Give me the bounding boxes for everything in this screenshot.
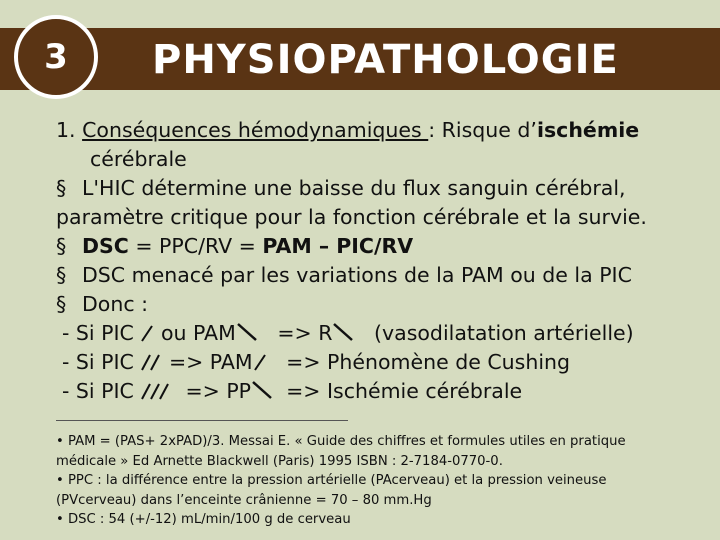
case-3-pp: => PP — [185, 379, 252, 403]
case-2-pam: => PAM — [168, 350, 253, 374]
bullet-icon: § — [56, 234, 67, 258]
footnote-line: (PVcerveau) dans l’enceinte crânienne = 70 – 80 mm.Hg — [56, 492, 432, 508]
bullet-3 — [56, 261, 716, 290]
case-3-pic: - Si PIC — [62, 379, 134, 403]
bullet-2 — [56, 232, 716, 261]
case-1-effect: (vasodilatation artérielle) — [374, 321, 634, 345]
slide-number-badge — [14, 15, 98, 99]
bullet-icon: § — [56, 263, 67, 287]
item-1-number: 1. — [56, 118, 76, 142]
bullet-1-line-2: paramètre critique pour la fonction cérébrale et la survie. — [56, 205, 647, 229]
bullet-3-text: DSC menacé par les variations de la PAM ou de la PIC — [82, 263, 632, 287]
arrow-down-icon — [236, 322, 258, 342]
item-1 — [56, 116, 716, 145]
bullet-icon: § — [56, 176, 67, 200]
case-3-effect: => Ischémie cérébrale — [286, 379, 523, 403]
bullet-4 — [56, 290, 716, 319]
bullet-1 — [56, 174, 716, 203]
case-1-pic: - Si PIC — [62, 321, 134, 345]
slide-title: PHYSIOPATHOLOGIE — [152, 37, 619, 83]
item-1-bold: ischémie — [536, 118, 640, 142]
triple-arrow-up-icon — [140, 382, 172, 400]
item-1-colon: : Risque d’ — [428, 118, 537, 142]
footnote-line: • PPC : la différence entre la pression artérielle (PAcerveau) et la pression veineuse — [56, 473, 607, 488]
case-1 — [56, 319, 716, 348]
double-arrow-up-icon — [140, 353, 162, 371]
footnote-line: • PAM = (PAS+ 2xPAD)/3. Messai E. « Guide des chiffres et formules utiles en pratique — [56, 434, 626, 449]
item-1-heading: Conséquences hémodynamiques — [82, 118, 429, 142]
bullet-1-line-1: L'HIC détermine une baisse du flux sanguin cérébral, — [82, 176, 626, 200]
footnotes — [56, 432, 706, 530]
case-1-r: => R — [277, 321, 333, 345]
bullet-2-pam-pic: PAM – PIC/RV — [262, 234, 414, 258]
item-1-continuation: cérébrale — [90, 147, 187, 171]
bullet-icon: § — [56, 292, 67, 316]
bullet-4-text: Donc : — [82, 292, 149, 316]
footnote-divider — [56, 420, 348, 421]
case-3 — [56, 377, 716, 406]
case-2-effect: => Phénomène de Cushing — [286, 350, 571, 374]
case-1-pam: ou PAM — [160, 321, 236, 345]
footnote-line: • DSC : 54 (+/-12) mL/min/100 g de cerveau — [56, 512, 351, 527]
case-2 — [56, 348, 716, 377]
bullet-2-formula: = PPC/RV = — [128, 234, 263, 258]
arrow-down-icon — [332, 322, 354, 342]
bullet-2-dsc: DSC — [82, 234, 129, 258]
case-2-pic: - Si PIC — [62, 350, 134, 374]
slide-body — [56, 116, 716, 406]
arrow-up-icon — [140, 324, 154, 342]
slide-number: 3 — [44, 37, 68, 77]
arrow-up-icon — [253, 353, 267, 371]
arrow-down-icon — [251, 380, 273, 400]
footnote-line: médicale » Ed Arnette Blackwell (Paris) 1995 ISBN : 2-7184-0770-0. — [56, 453, 503, 469]
